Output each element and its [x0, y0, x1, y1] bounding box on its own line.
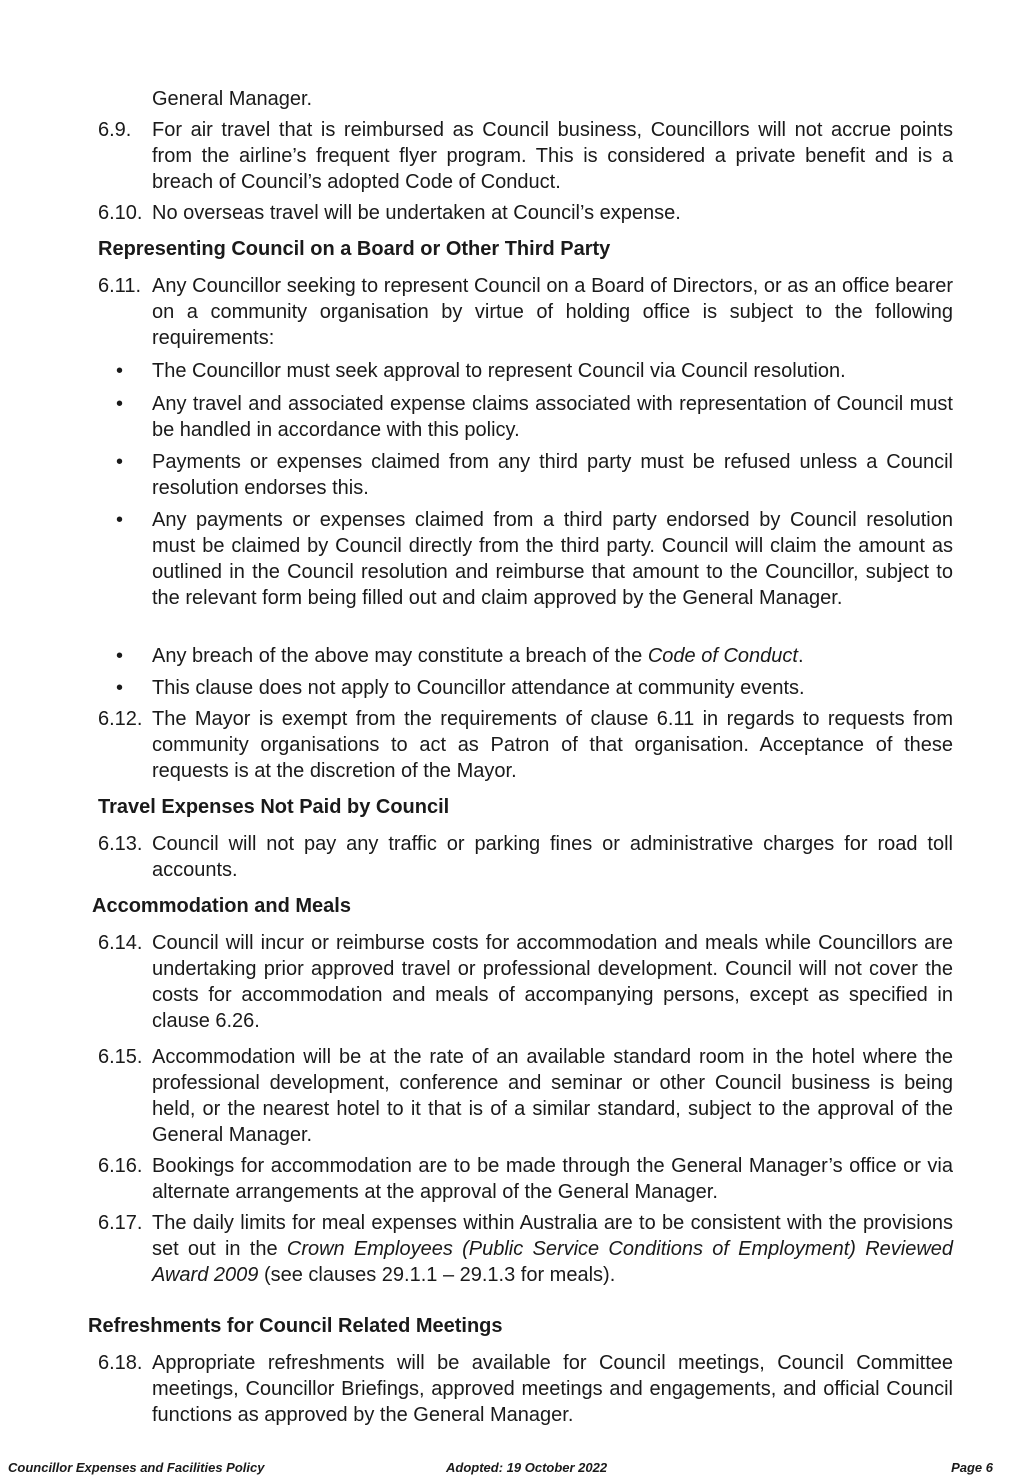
clause-6-15: [0, 1044, 1027, 1148]
bullet-text: This clause does not apply to Councillor attendance at community events.: [152, 677, 805, 699]
clause-text: Bookings for accommodation are to be made through the General Manager’s office or via alternate arrangements at the approval of the General Manager.: [152, 1155, 953, 1203]
clause-text: Accommodation will be at the rate of an available standard room in the hotel where the professional development, conference and seminar or other Council business is being held, or the nearest hotel to it that is of a similar standard, subject to the approval of the General Manager.: [152, 1046, 953, 1146]
clause-text: The daily limits for meal expenses within Australia are to be consistent with the provisions set out in the Crown Employees (Public Service Conditions of Employment) Reviewed Award 2009 (see clauses 29.1.1 – 29.1.3 for meals).: [152, 1212, 954, 1286]
clause-6-16: [0, 1153, 1027, 1205]
clause-text: No overseas travel will be undertaken at Council’s expense.: [152, 202, 681, 224]
continuation-text: General Manager.: [152, 88, 313, 110]
clause-6-17: [0, 1210, 1027, 1288]
bullet-item: [0, 449, 1027, 501]
footer-document-title: Councillor Expenses and Facilities Policy: [8, 1460, 265, 1475]
clause-number: 6.12.: [98, 708, 143, 730]
clause-text: Council will incur or reimburse costs for accommodation and meals while Councillors are undertaking prior approved travel or professional development. Council will not cover the costs for accommodation and meals of accompanying persons, except as specified in clause 6.26.: [152, 932, 953, 1032]
clause-number: 6.15.: [98, 1046, 143, 1068]
clause-text: Appropriate refreshments will be available for Council meetings, Council Committee meetings, Councillor Briefings, approved meetings and engagements, and official Council functions as approved by the General Manager.: [152, 1352, 953, 1426]
clause-number: 6.9.: [98, 119, 132, 141]
clause-6-13: [0, 831, 1027, 883]
bullet-icon: •: [116, 360, 124, 382]
clause-6-9: [0, 117, 1027, 195]
bullet-item: [0, 358, 1027, 384]
bullet-text: Any breach of the above may constitute a breach of the Code of Conduct.: [152, 645, 804, 667]
award-title: Crown Employees (Public Service Conditions of Employment) Reviewed Award 2009: [152, 1238, 954, 1286]
bullet-text: Any payments or expenses claimed from a third party endorsed by Council resolution must be claimed by Council directly from the third party. Council will claim the amount as outlined in the Council resolution and reimburse that amount to the Councillor, subject to the relevant form being filled out and claim approved by the General Manager.: [152, 509, 953, 609]
clause-number: 6.11.: [98, 275, 141, 297]
bullet-text: The Councillor must seek approval to represent Council via Council resolution.: [152, 360, 846, 382]
bullet-icon: •: [116, 509, 124, 531]
bullet-item: [0, 507, 1027, 611]
clause-number: 6.14.: [98, 932, 143, 954]
footer-page-number: Page 6: [951, 1460, 993, 1475]
bullet-item: [0, 391, 1027, 443]
clause-number: 6.17.: [98, 1212, 143, 1234]
section-heading-representing: Representing Council on a Board or Other Third Party: [98, 238, 611, 260]
bullet-item: [0, 675, 1027, 701]
code-of-conduct-title: Code of Conduct: [647, 645, 798, 667]
clause-text: Any Councillor seeking to represent Council on a Board of Directors, or as an office bearer on a community organisation by virtue of holding office is subject to the following requirements:: [152, 275, 953, 349]
bullet-icon: •: [116, 393, 124, 415]
clause-6-12: [0, 706, 1027, 784]
clause-text: For air travel that is reimbursed as Council business, Councillors will not accrue points from the airline’s frequent flyer program. This is considered a private benefit and is a breach of Council’s adopted Code of Conduct.: [152, 119, 953, 193]
bullet-item: [0, 643, 1027, 669]
clause-text: Council will not pay any traffic or parking fines or administrative charges for road toll accounts.: [152, 833, 953, 881]
section-heading-refreshments: Refreshments for Council Related Meetings: [88, 1315, 503, 1337]
footer-adopted-date: Adopted: 19 October 2022: [446, 1460, 608, 1475]
section-heading-accommodation: Accommodation and Meals: [92, 895, 351, 917]
clause-6-11: [0, 273, 1027, 351]
bullet-text: Payments or expenses claimed from any third party must be refused unless a Council resolution endorses this.: [152, 451, 953, 499]
clause-number: 6.13.: [98, 833, 143, 855]
bullet-icon: •: [116, 451, 124, 473]
clause-6-14: [0, 930, 1027, 1034]
clause-6-10: [0, 200, 1027, 226]
section-heading-travel-not-paid: Travel Expenses Not Paid by Council: [98, 796, 450, 818]
clause-text: The Mayor is exempt from the requirements of clause 6.11 in regards to requests from community organisations to act as Patron of that organisation. Acceptance of these requests is at the discretion of the Mayor.: [152, 708, 953, 782]
page-footer: [0, 1460, 1027, 1480]
clause-6-18: [0, 1350, 1027, 1428]
bullet-icon: •: [116, 645, 124, 667]
bullet-icon: •: [116, 677, 124, 699]
clause-number: 6.10.: [98, 202, 143, 224]
bullet-text: Any travel and associated expense claims associated with representation of Council must be handled in accordance with this policy.: [152, 393, 953, 441]
clause-number: 6.18.: [98, 1352, 143, 1374]
clause-number: 6.16.: [98, 1155, 143, 1177]
